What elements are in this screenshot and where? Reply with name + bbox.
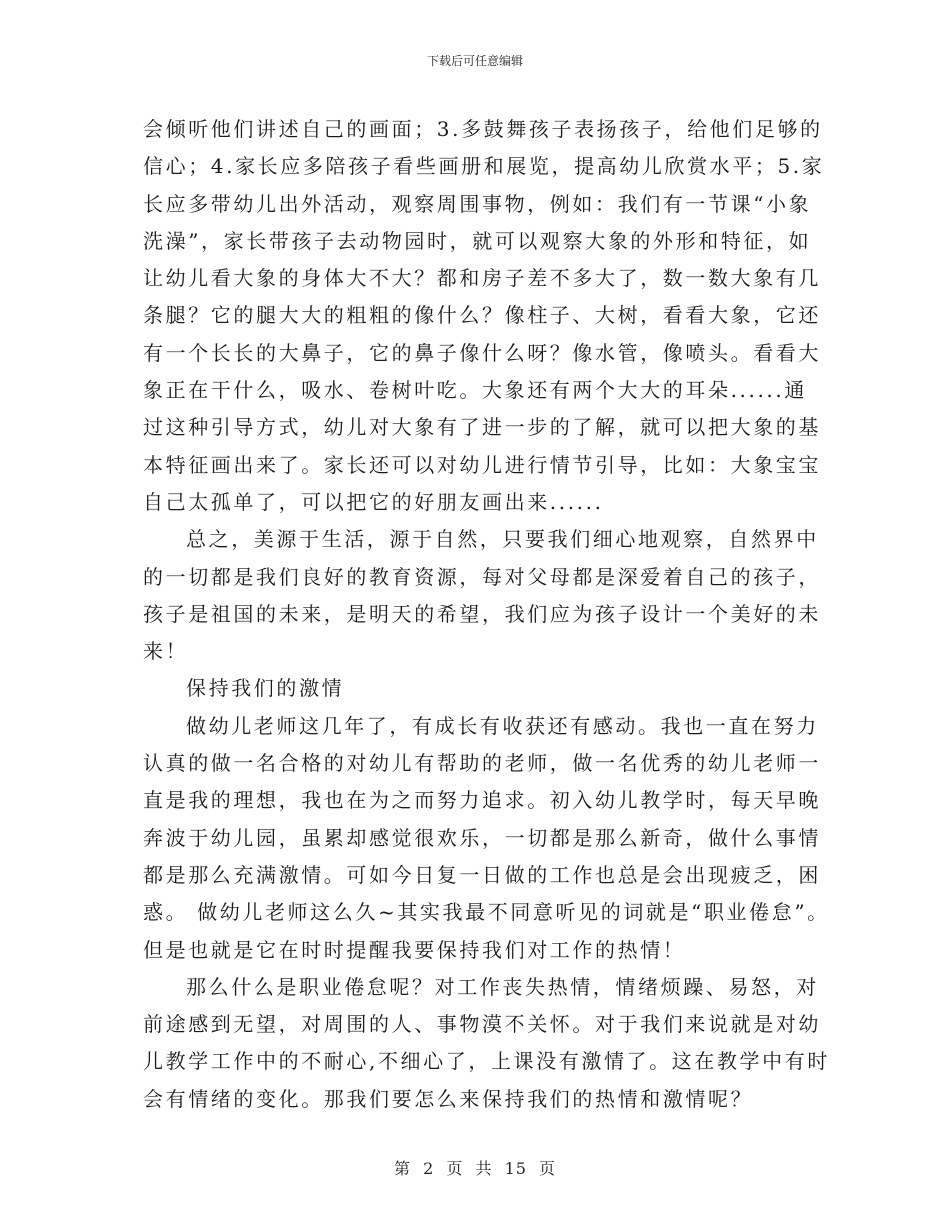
paragraph-start-line: 那么什么是职业倦怠呢？对工作丧失热情，情绪烦躁、易怒，对 [186,974,819,999]
text-line: 来！ [143,639,189,664]
text-line: 信心；4.家长应多陪孩子看些画册和展览，提高幼儿欣赏水平；5.家 [143,154,825,179]
document-body [143,111,830,1118]
text-line: 过这种引导方式，幼儿对大象有了进一步的了解，就可以把大象的基 [143,415,821,440]
text-line: 奔波于幼儿园，虽累却感觉很欢乐，一切都是那么新奇，做什么事情 [143,825,821,850]
current-page-number: 2 [423,1159,435,1178]
footer-suffix: 页 [539,1159,557,1178]
total-page-count: 15 [504,1159,527,1178]
text-line: 但是也就是它在时时提醒我要保持我们对工作的热情！ [143,937,686,962]
text-line: 会有情绪的变化。那我们要怎么来保持我们的热情和激情呢？ [143,1086,754,1111]
section-heading: 保持我们的激情 [186,676,345,701]
text-line: 象正在干什么，吸水、卷树叶吃。大象还有两个大大的耳朵......通 [143,378,807,403]
text-line: 洗澡”，家长带孩子去动物园时，就可以观察大象的外形和特征，如 [143,228,812,253]
text-line: 会倾听他们讲述自己的画面；3.多鼓舞孩子表扬孩子，给他们足够的 [143,117,823,141]
text-line: 让幼儿看大象的身体大不大？都和房子差不多大了，数一数大象有几 [143,266,821,291]
text-line: 儿教学工作中的不耐心,不细心了，上课没有激情了。这在教学中有时 [143,1049,830,1074]
text-line: 自己太孤单了，可以把它的好朋友画出来...... [143,489,604,514]
page-footer [0,1156,950,1179]
text-line: 惑。 做幼儿老师这么久~其实我最不同意听见的词就是“职业倦怠”。 [143,900,830,925]
page-header: 下载后可任意编辑 [426,54,523,68]
paragraph-start-line: 总之，美源于生活，源于自然，只要我们细心地观察，自然界中 [186,527,819,552]
paragraph-start-line: 做幼儿老师这几年了，有成长有收获还有感动。我也一直在努力 [186,713,819,738]
text-line: 本特征画出来了。家长还可以对幼儿进行情节引导，比如：大象宝宝 [143,452,821,477]
text-line: 都是那么充满激情。可如今日复一日做的工作也总是会出现疲乏，困 [143,862,821,887]
text-line: 孩子是祖国的未来，是明天的希望，我们应为孩子设计一个美好的未 [143,601,821,626]
text-line: 认真的做一名合格的对幼儿有帮助的老师，做一名优秀的幼儿老师一 [143,751,821,776]
footer-total-word: 共 [475,1159,493,1178]
text-line: 前途感到无望，对周围的人、事物漠不关怀。对于我们来说就是对幼 [143,1012,821,1037]
text-line: 的一切都是我们良好的教育资源，每对父母都是深爱着自己的孩子， [143,564,821,589]
text-line: 有一个长长的大鼻子，它的鼻子像什么呀？像水管，像喷头。看看大 [143,340,821,365]
footer-prefix: 第 [393,1159,411,1178]
text-line: 长应多带幼儿出外活动，观察周围事物，例如：我们有一节课“小象 [143,191,812,216]
text-line: 条腿？它的腿大大的粗粗的像什么？像柱子、大树，看看大象，它还 [143,303,821,328]
footer-page-word: 页 [446,1159,464,1178]
text-line: 直是我的理想，我也在为之而努力追求。初入幼儿教学时，每天早晚 [143,788,821,813]
